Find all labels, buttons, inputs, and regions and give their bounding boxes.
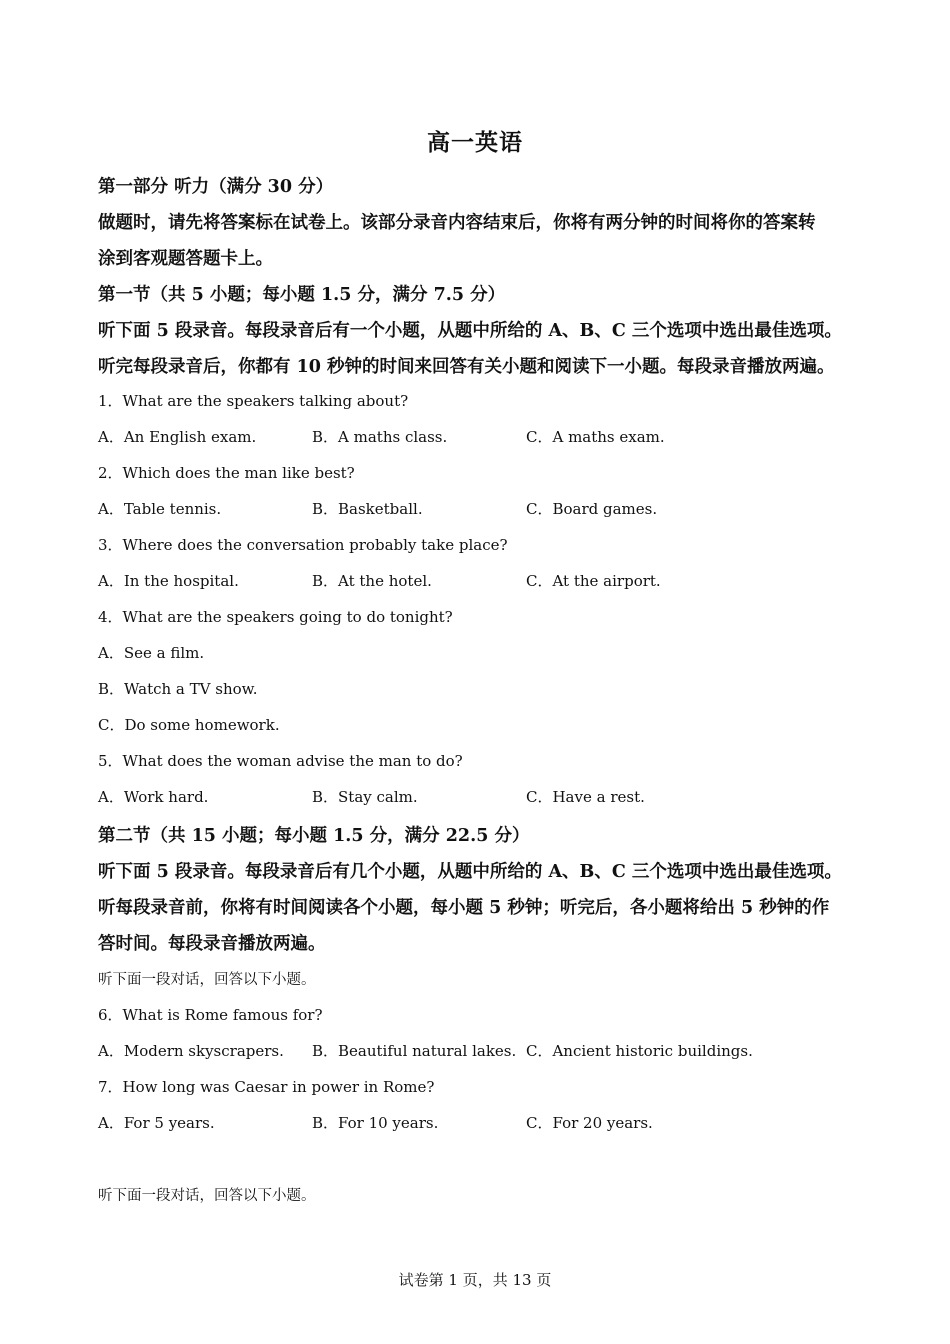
section1-instruction-line2: 听完每段录音后，你都有 10 秒钟的时间来回答有关小题和阅读下一小题。每段录音播放两遍。 xyxy=(98,357,835,377)
section1-instruction-line1: 听下面 5 段录音。每段录音后有一个小题，从题中所给的 A、B、C 三个选项中选出最佳选项。 xyxy=(98,321,842,341)
dialog-prompt: 听下面一段对话，回答以下小题。 xyxy=(98,1188,316,1204)
option-b: B．Watch a TV show. xyxy=(98,680,258,698)
option-c: C．Have a rest. xyxy=(526,788,645,806)
option-b: B．For 10 years. xyxy=(312,1114,439,1132)
section2-instruction-line1: 听下面 5 段录音。每段录音后有几个小题，从题中所给的 A、B、C 三个选项中选出最佳选项。 xyxy=(98,862,842,882)
option-a: A．Modern skyscrapers. xyxy=(98,1042,284,1060)
option-b: B．At the hotel. xyxy=(312,572,432,590)
option-b: B．Stay calm. xyxy=(312,788,418,806)
option-a: A．For 5 years. xyxy=(98,1114,215,1132)
part1-instruction-line2: 涂到客观题答题卡上。 xyxy=(98,249,273,269)
question-stem: 2．Which does the man like best? xyxy=(98,464,355,482)
option-c: C．Do some homework. xyxy=(98,716,280,734)
option-b: B．Basketball. xyxy=(312,500,423,518)
question-stem: 4．What are the speakers going to do tonight? xyxy=(98,608,453,626)
question-stem: 6．What is Rome famous for? xyxy=(98,1006,323,1024)
option-c: C．Board games. xyxy=(526,500,658,518)
section2-instruction-line3: 答时间。每段录音播放两遍。 xyxy=(98,934,326,954)
option-c: C．A maths exam. xyxy=(526,428,665,446)
dialog-prompt: 听下面一段对话，回答以下小题。 xyxy=(98,972,316,988)
page-footer: 试卷第 1 页，共 13 页 xyxy=(398,1271,552,1289)
option-c: C．At the airport. xyxy=(526,572,661,590)
section2-instruction-line2: 听每段录音前，你将有时间阅读各个小题，每小题 5 秒钟；听完后，各小题将给出 5 秒钟的作 xyxy=(98,898,830,918)
question-stem: 5．What does the woman advise the man to do? xyxy=(98,752,463,770)
question-stem: 3．Where does the conversation probably take place? xyxy=(98,536,508,554)
option-a: A．Work hard. xyxy=(98,788,209,806)
question-stem: 7．How long was Caesar in power in Rome? xyxy=(98,1078,435,1096)
option-a: A．In the hospital. xyxy=(98,572,239,590)
option-c: C．For 20 years. xyxy=(526,1114,653,1132)
option-c: C．Ancient historic buildings. xyxy=(526,1042,753,1060)
question-stem: 1．What are the speakers talking about? xyxy=(98,392,409,410)
option-b: B．A maths class. xyxy=(312,428,448,446)
option-b: B．Beautiful natural lakes. xyxy=(312,1042,517,1060)
page-title: 高一英语 xyxy=(427,129,523,156)
part1-heading: 第一部分 听力（满分 30 分） xyxy=(98,177,334,197)
option-a: A．Table tennis. xyxy=(98,500,222,518)
option-a: A．An English exam. xyxy=(98,428,257,446)
section2-heading: 第二节（共 15 小题；每小题 1.5 分，满分 22.5 分） xyxy=(98,826,530,846)
section1-heading: 第一节（共 5 小题；每小题 1.5 分，满分 7.5 分） xyxy=(98,285,506,305)
option-a: A．See a film. xyxy=(98,644,205,662)
part1-instruction-line1: 做题时，请先将答案标在试卷上。该部分录音内容结束后，你将有两分钟的时间将你的答案转 xyxy=(98,213,816,233)
